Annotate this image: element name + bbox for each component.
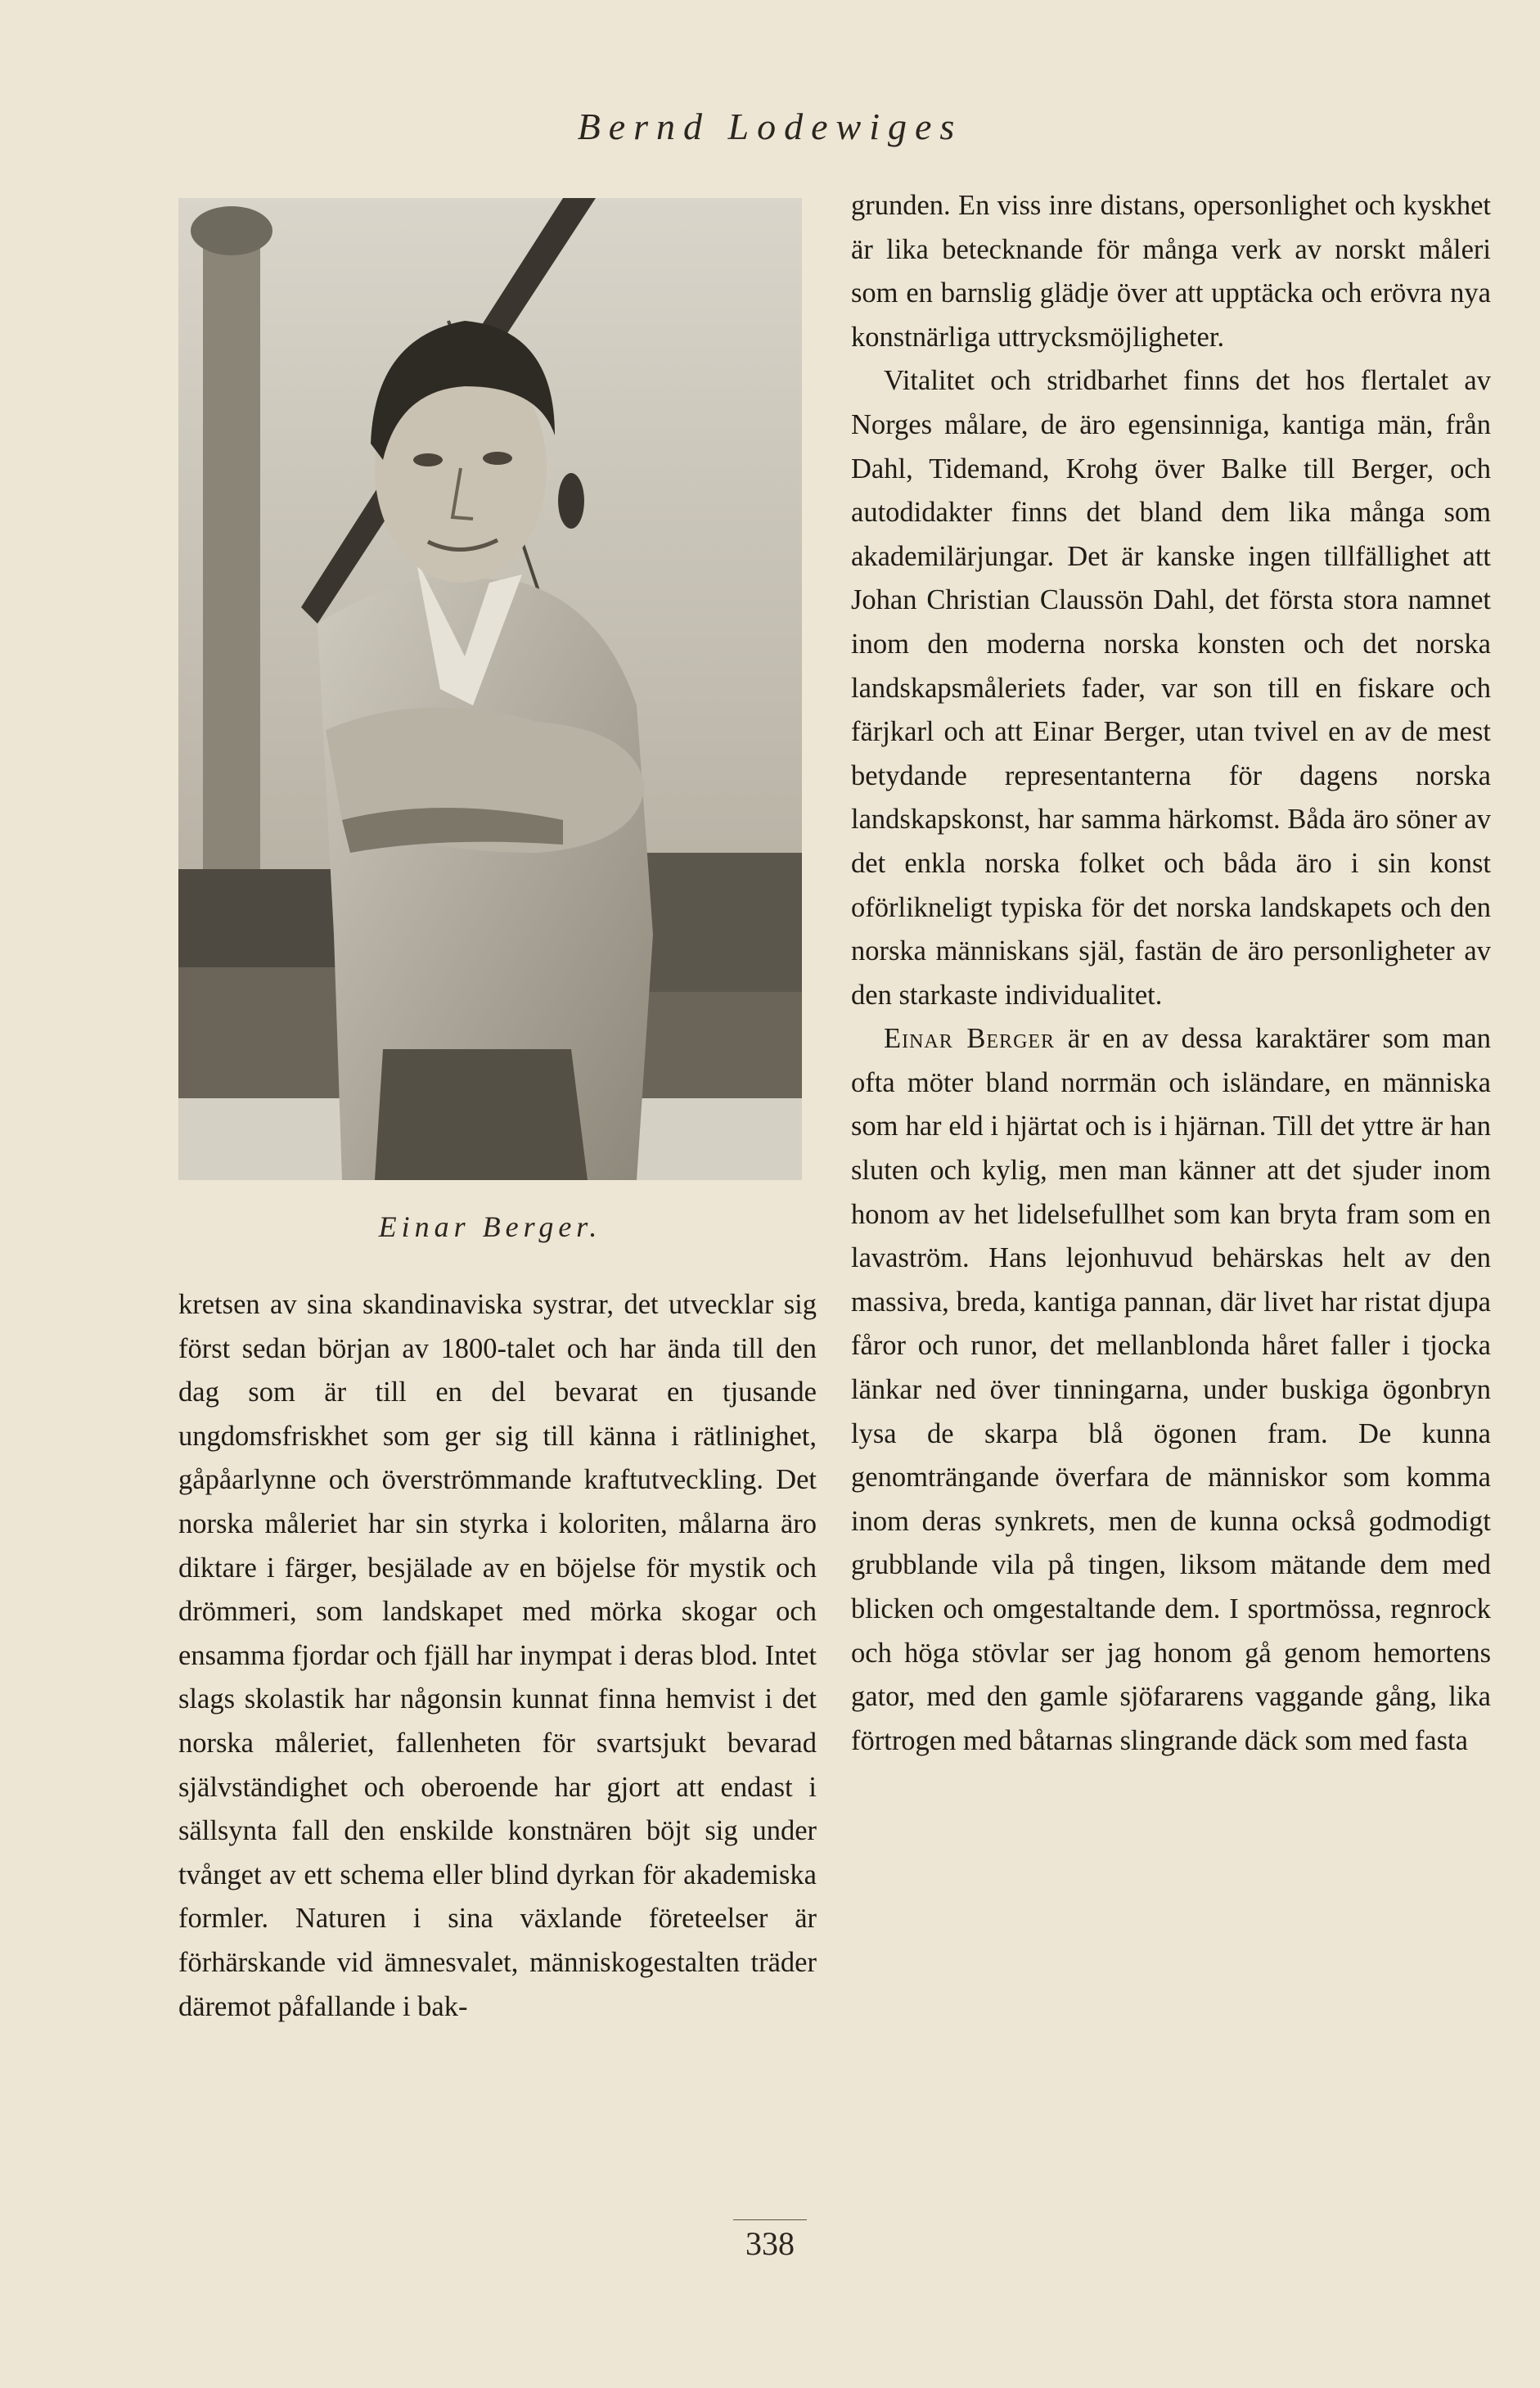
page-number-rule (733, 2219, 807, 2220)
portrait-photo (178, 198, 802, 1180)
right-paragraph-2: Vitalitet och stridbarhet finns det hos flertalet av Norges målare, de äro egensinniga, kantiga män, från Dahl, Tidemand, Krohg över Balke till Berger, och autodidakter finns det bland dem lika många som akademilärjungar. Det är kanske ingen tillfällighet att Johan Christian Claussön Dahl, det första stora namnet inom den moderna norska konsten och det norska landskapsmåleriets fader, var son till en fiskare och färjkarl och att Einar Berger, utan tvivel en av de mest betydande representanterna för dagens norska landskapskonst, har samma härkomst. Båda äro söner av det enkla norska folket och båda äro i sin konst oförlikneligt typiska för det norska landskapets och den norska människans själ, fastän de äro personligheter av den starkaste individualitet. (851, 365, 1491, 1011)
right-paragraph-3 (851, 1017, 1491, 1763)
left-text-column (178, 1283, 817, 2029)
right-paragraph-1: grunden. En viss inre distans, opersonlighet och kyskhet är lika betecknande för många verk av norskt måleri som en barnslig glädje över att upptäcka och erövra nya konstnärliga uttrycksmöjligheter. (851, 190, 1491, 353)
portrait-image (178, 198, 802, 1180)
right-text-column (851, 184, 1491, 1763)
running-head: Bernd Lodewiges (577, 106, 963, 147)
right-paragraph-3-text: är en av dessa karaktärer som man ofta möter bland norrmän och isländare, en människa som har eld i hjärtat och is i hjärnan. Till det yttre är han sluten och kylig, men man känner att det sjuder inom honom av het lidelsefullhet som kan bryta fram som en lavaström. Hans lejonhuvud behärskas helt av den massiva, breda, kantiga pannan, där livet har ristat djupa fåror och runor, det mellanblonda håret faller i tjocka länkar ned över tinningarna, under buskiga ögonbryn lysa de skarpa blå ögonen fram. De kunna genomträngande överfara de människor som komma inom deras synkrets, men de kunna också godmodigt grubblande vila på tingen, liksom mätande dem med blicken och omgestaltande dem. I sportmössa, regnrock och höga stövlar ser jag honom gå genom hemortens gator, med den gamle sjöfararens vaggande gång, lika förtrogen med båtarnas slingrande däck som med fasta (851, 1023, 1491, 1756)
name-lead: Einar Berger (884, 1023, 1056, 1055)
page-number: 338 (745, 2225, 795, 2262)
photo-caption: Einar Berger. (378, 1210, 602, 1243)
left-paragraph: kretsen av sina skandinaviska systrar, det utvecklar sig först sedan början av 1800-talet och har ända till den dag som är till en del bevarat en tjusande ungdomsfriskhet som ger sig till känna i rätlinighet, gåpåarlynne och överströmmande kraftutveckling. Det norska måleriet har sin styrka i koloriten, målarna äro diktare i färger, besjälade av en böjelse för mystik och drömmeri, som landskapet med mörka skogar och ensamma fjordar och fjäll har inympat i deras blod. Intet slags skolastik har någonsin kunnat finna hemvist i det norska måleriet, fallenheten för svartsjukt bevarad självständighet och oberoende har gjort att endast i sällsynta fall den enskilde konstnären böjt sig under tvånget av ett schema eller blind dyrkan för akademiska formler. Naturen i sina växlande företeelser är förhärskande vid ämnesvalet, människogestalten träder däremot påfallande i bak- (178, 1289, 817, 2022)
